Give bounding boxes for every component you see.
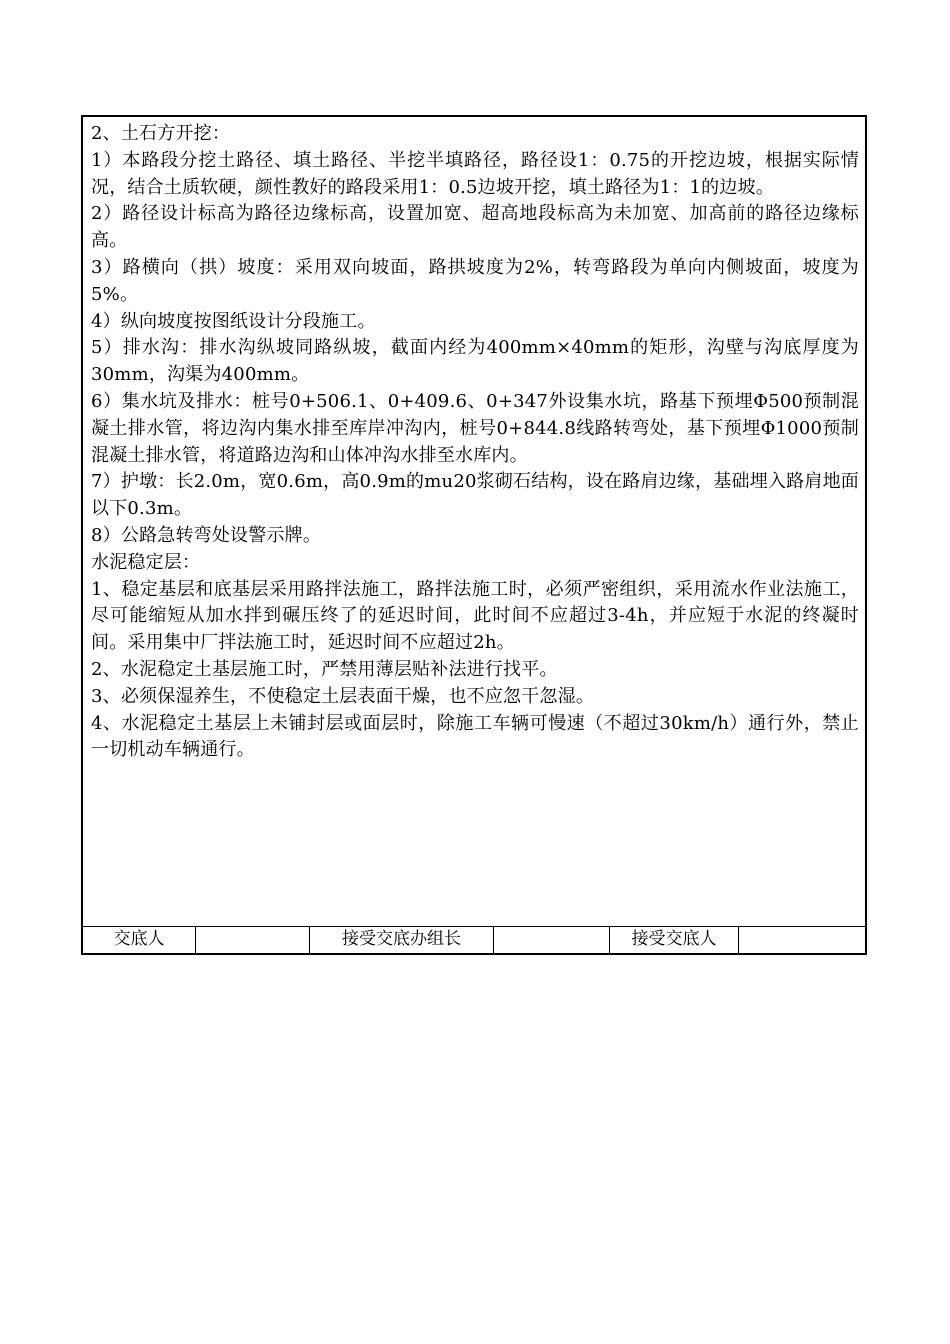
section-heading-cement: 水泥稳定层： [91,551,201,573]
paragraph-item-6: 6）集水坑及排水：桩号0+506.1、0+409.6、0+347外设集水坑，路基下预埋Φ500预制混凝土排水管，将边沟内集水排至库岸冲沟内，桩号0+844.8线路转弯处，基下预埋Φ1000预制混凝土排水管，将道路边沟和山体冲沟水排至水库内。 [91,390,859,466]
paragraph-item-8: 8）公路急转弯处设警示牌。 [91,524,322,546]
content-cell [83,117,865,926]
cement-item-2: 2、水泥稳定土基层施工时，严禁用薄层贴补法进行找平。 [91,658,558,680]
signature-row [83,926,865,953]
paragraph-item-4: 4）纵向坡度按图纸设计分段施工。 [91,310,376,332]
receiving-leader-label: 接受交底办组长 [310,927,494,953]
cement-item-4: 4、水泥稳定土基层上未铺封层或面层时，除施工车辆可慢速（不超过30km/h）通行外，禁止一切机动车辆通行。 [91,712,859,761]
paragraph-item-2: 2）路径设计标高为路径边缘标高，设置加宽、超高地段标高为未加宽、加高前的路径边缘标高。 [91,203,859,252]
paragraph-item-7: 7）护墩：长2.0m，宽0.6m，高0.9m的mu20浆砌石结构，设在路肩边缘，基础埋入路肩地面以下0.3m。 [91,471,859,520]
cement-item-3: 3、必须保湿养生，不使稳定土层表面干燥，也不应忽干忽湿。 [91,685,595,707]
receiver-field[interactable] [739,927,865,953]
discloser-label: 交底人 [83,927,196,953]
paragraph-item-5: 5）排水沟：排水沟纵坡同路纵坡，截面内经为400mm×40mm的矩形，沟壁与沟底厚度为30mm，沟渠为400mm。 [91,337,859,386]
paragraph-item-3: 3）路横向（拱）坡度：采用双向坡面，路拱坡度为2%，转弯路段为单向内侧坡面，坡度为5%。 [91,256,859,305]
cement-item-1: 1、稳定基层和底基层采用路拌法施工，路拌法施工时，必须严密组织，采用流水作业法施工，尽可能缩短从加水拌到碾压终了的延迟时间，此时间不应超过3-4h，并应短于水泥的终凝时间。采用集中厂拌法施工时，延迟时间不应超过2h。 [91,578,859,654]
disclosure-table [81,115,867,955]
section-heading-earthwork: 2、土石方开挖： [91,123,231,144]
receiver-label: 接受交底人 [610,927,739,953]
discloser-field[interactable] [196,927,310,953]
receiving-leader-field[interactable] [494,927,610,953]
paragraph-item-1: 1）本路段分挖土路径、填土路径、半挖半填路径，路径设1：0.75的开挖边坡，根据实际情况，结合土质软硬，颜性教好的路段采用1：0.5边坡开挖，填土路径为1：1的边坡。 [91,149,859,198]
